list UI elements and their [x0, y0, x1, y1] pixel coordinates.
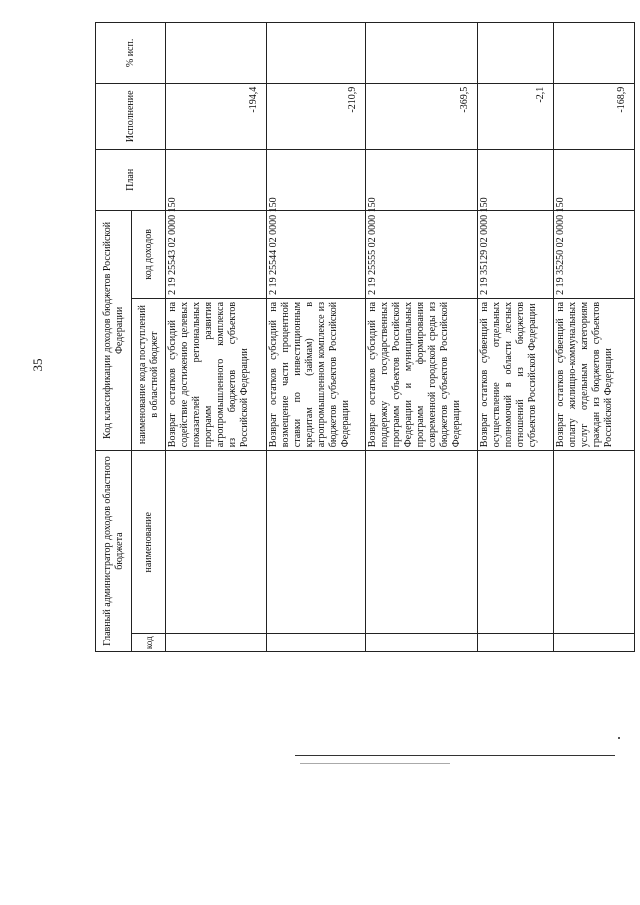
- percent-cell: [166, 23, 267, 84]
- header-plan: План: [96, 149, 166, 210]
- percent-cell: [267, 23, 366, 84]
- income-code-cell: 2 19 25544 02 0000 150: [267, 210, 366, 298]
- table-row: [166, 23, 267, 652]
- income-name-cell: Возврат остатков субвенций на осуществление отдельных полномочий в области лесных отношений из бюджетов субъектов Российской Федерации: [477, 298, 553, 450]
- execution-cell: -369,5: [366, 83, 477, 149]
- plan-cell: [166, 149, 267, 210]
- admin-name-cell: [554, 451, 635, 634]
- table-row: [477, 23, 553, 652]
- table-row: [267, 23, 366, 652]
- execution-cell: -168,9: [554, 83, 635, 149]
- execution-cell: -2,1: [477, 83, 553, 149]
- header-percent: % исп.: [96, 23, 166, 84]
- execution-cell: -210,9: [267, 83, 366, 149]
- income-name-cell: Возврат остатков субвенций на оплату жилищно-коммунальных услуг отдельным категориям граждан из бюджетов субъектов Российской Федерации: [554, 298, 635, 450]
- header-admin-name: наименование: [132, 451, 166, 634]
- admin-code-cell: [166, 634, 267, 652]
- rotated-table-wrapper: [95, 22, 635, 652]
- income-code-cell: 2 19 35250 02 0000 150: [554, 210, 635, 298]
- table-row: [366, 23, 477, 652]
- percent-cell: [554, 23, 635, 84]
- header-execution: Исполнение: [96, 83, 166, 149]
- admin-code-cell: [554, 634, 635, 652]
- income-code-cell: 2 19 35129 02 0000 150: [477, 210, 553, 298]
- income-name-cell: Возврат остатков субсидий на содействие достижению целевых показателей региональных программ развития агропромышленного комплекса из бюджетов субъектов Российской Федерации: [166, 298, 267, 450]
- income-name-cell: Возврат остатков субсидий на поддержку государственных программ субъектов Российской Федерации и муниципальных программ формирования современной городской среды из бюджетов субъектов Российской Федерации: [366, 298, 477, 450]
- income-code-cell: 2 19 25543 02 0000 150: [166, 210, 267, 298]
- admin-code-cell: [366, 634, 477, 652]
- percent-cell: [366, 23, 477, 84]
- scan-mark: [618, 737, 620, 739]
- admin-name-cell: [166, 451, 267, 634]
- plan-cell: [267, 149, 366, 210]
- percent-cell: [477, 23, 553, 84]
- header-admin-code: код: [132, 634, 166, 652]
- execution-cell: -194,4: [166, 83, 267, 149]
- plan-cell: [366, 149, 477, 210]
- table-row: [554, 23, 635, 652]
- admin-name-cell: [366, 451, 477, 634]
- admin-code-cell: [267, 634, 366, 652]
- income-name-cell: Возврат остатков субсидий на возмещение части процентной ставки по инвестиционным кредитам (займам) в агропромышленном комплексе из бюджетов субъектов Российской Федерации: [267, 298, 366, 450]
- page-number: 35: [30, 358, 45, 372]
- bottom-rule-faint: [300, 763, 450, 764]
- header-classification-group: Код классификации доходов бюджетов Российской Федерации: [96, 210, 132, 451]
- admin-name-cell: [267, 451, 366, 634]
- admin-code-cell: [477, 634, 553, 652]
- admin-name-cell: [477, 451, 553, 634]
- income-code-cell: 2 19 25555 02 0000 150: [366, 210, 477, 298]
- budget-table: [95, 22, 635, 652]
- bottom-rule: [295, 755, 615, 756]
- header-admin-group: Главный администратор доходов областного бюджета: [96, 451, 132, 652]
- header-income-code: код доходов: [132, 210, 166, 298]
- header-income-name: наименование кода поступлений в областной бюджет: [132, 298, 166, 450]
